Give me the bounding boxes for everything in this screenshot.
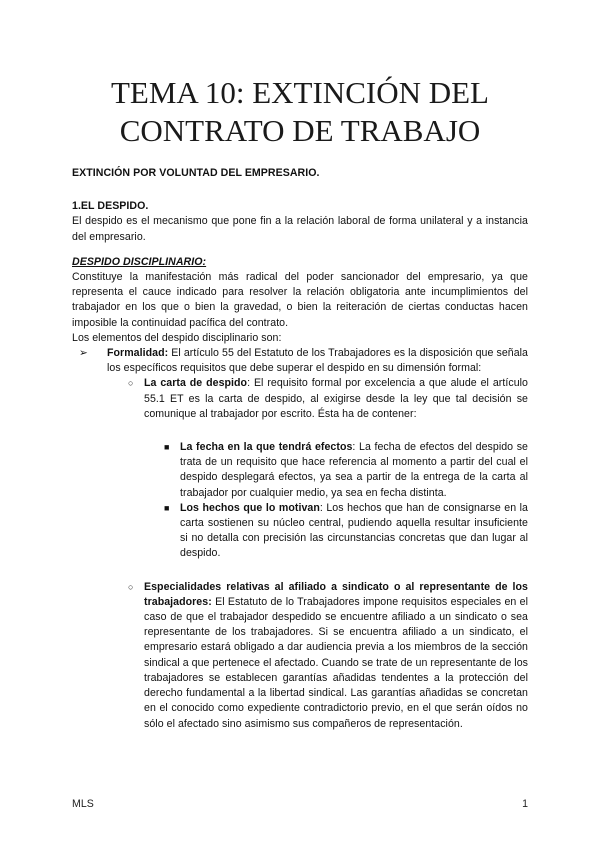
section-heading: EXTINCIÓN POR VOLUNTAD DEL EMPRESARIO. [72, 167, 320, 179]
carta-label: La carta de despido [144, 377, 248, 390]
arrow-bullet-icon: ➢ [79, 347, 88, 360]
despido-text: El despido es el mecanismo que pone fin a la relación laboral de forma unilateral y a instancia del empresario. [72, 215, 528, 243]
fecha-label: La fecha en la que tendrá efectos [180, 441, 353, 454]
list-item-hechos [164, 501, 528, 562]
circle-bullet-icon: ○ [128, 378, 134, 389]
list-item-fecha [164, 440, 528, 501]
square-bullet-icon: ■ [164, 502, 170, 513]
footer-author: MLS [72, 798, 94, 810]
especialidades-label: Especialidades relativas al afiliado a sindicato o al representante de los trabajadores: [144, 580, 528, 608]
especialidades-text: El Estatuto de lo Trabajadores impone requisitos especiales en el caso de que el trabajador despedido se encuentre afiliado a un sindicato o sea representante de los trabajadores. Si se encuentra afiliado a un sindicato, el empresario estará obligado a dar audiencia previa a los miembros de la sección sindical a que pertenece el afectado. Cuando se trate de un representante de los trabajadores se establecen garantías añadidas tendentes a la protección del derecho fundamental a la libertad sindical. Las garantías añadidas se concretan en el conocido como expediente contradictorio previo, en el que serán oídos no sólo el afectado sino asimismo sus compañeros de representación. [144, 595, 528, 730]
disciplinario-paragraph: Constituye la manifestación más radical del poder sancionador del empresario, ya que representa el cauce indicado para resolver la relación obligatoria ante incumplimientos del trabajador en los que o bien la gravedad, o bien la reiteración de ciertas conductas hacen imposible la continuidad pacífica del contrato. [72, 271, 528, 329]
list-item-carta [128, 376, 528, 422]
list-item-especialidades [128, 580, 528, 732]
square-bullet-icon: ■ [164, 442, 170, 453]
list-item-formalidad [79, 346, 528, 376]
document-body [72, 166, 528, 732]
disciplinario-heading: DESPIDO DISCIPLINARIO: [72, 255, 207, 268]
elements-intro: Los elementos del despido disciplinario son: [72, 331, 282, 344]
footer-page-number: 1 [522, 798, 528, 810]
formalidad-text: El artículo 55 del Estatuto de los Trabajadores es la disposición que señala los específicos requisitos que debe superar el despido en su dimensión formal: [107, 347, 528, 375]
despido-heading: 1.EL DESPIDO. [72, 200, 149, 213]
hechos-label: Los hechos que lo motivan [180, 501, 320, 514]
title-line-2: CONTRATO DE TRABAJO [119, 113, 481, 148]
title-line-1: TEMA 10: EXTINCIÓN DEL [111, 75, 489, 110]
formalidad-label: Formalidad: [107, 347, 169, 360]
hechos-text: : Los hechos que han de consignarse en la carta sostienen su núcleo central, pudiendo aquella resultar insuficiente si no detalla con precisión las circunstancias concretas que dan lugar al despido. [180, 501, 528, 560]
fecha-text: : La fecha de efectos del despido se trata de un requisito que hace referencia al momento a partir del cual el despido desplegará efectos, ya sea a partir de la entrega de la carta al trabajador por cualquier medio, ya sea en fecha distinta. [180, 441, 528, 499]
document-title [0, 74, 600, 150]
carta-text: : El requisito formal por excelencia a que alude el artículo 55.1 ET es la carta de despido, al exigirse desde la ley que tal decisión se comunique al trabajador por escrito. Ésta ha de contener: [144, 377, 528, 420]
circle-bullet-icon: ○ [128, 581, 134, 592]
